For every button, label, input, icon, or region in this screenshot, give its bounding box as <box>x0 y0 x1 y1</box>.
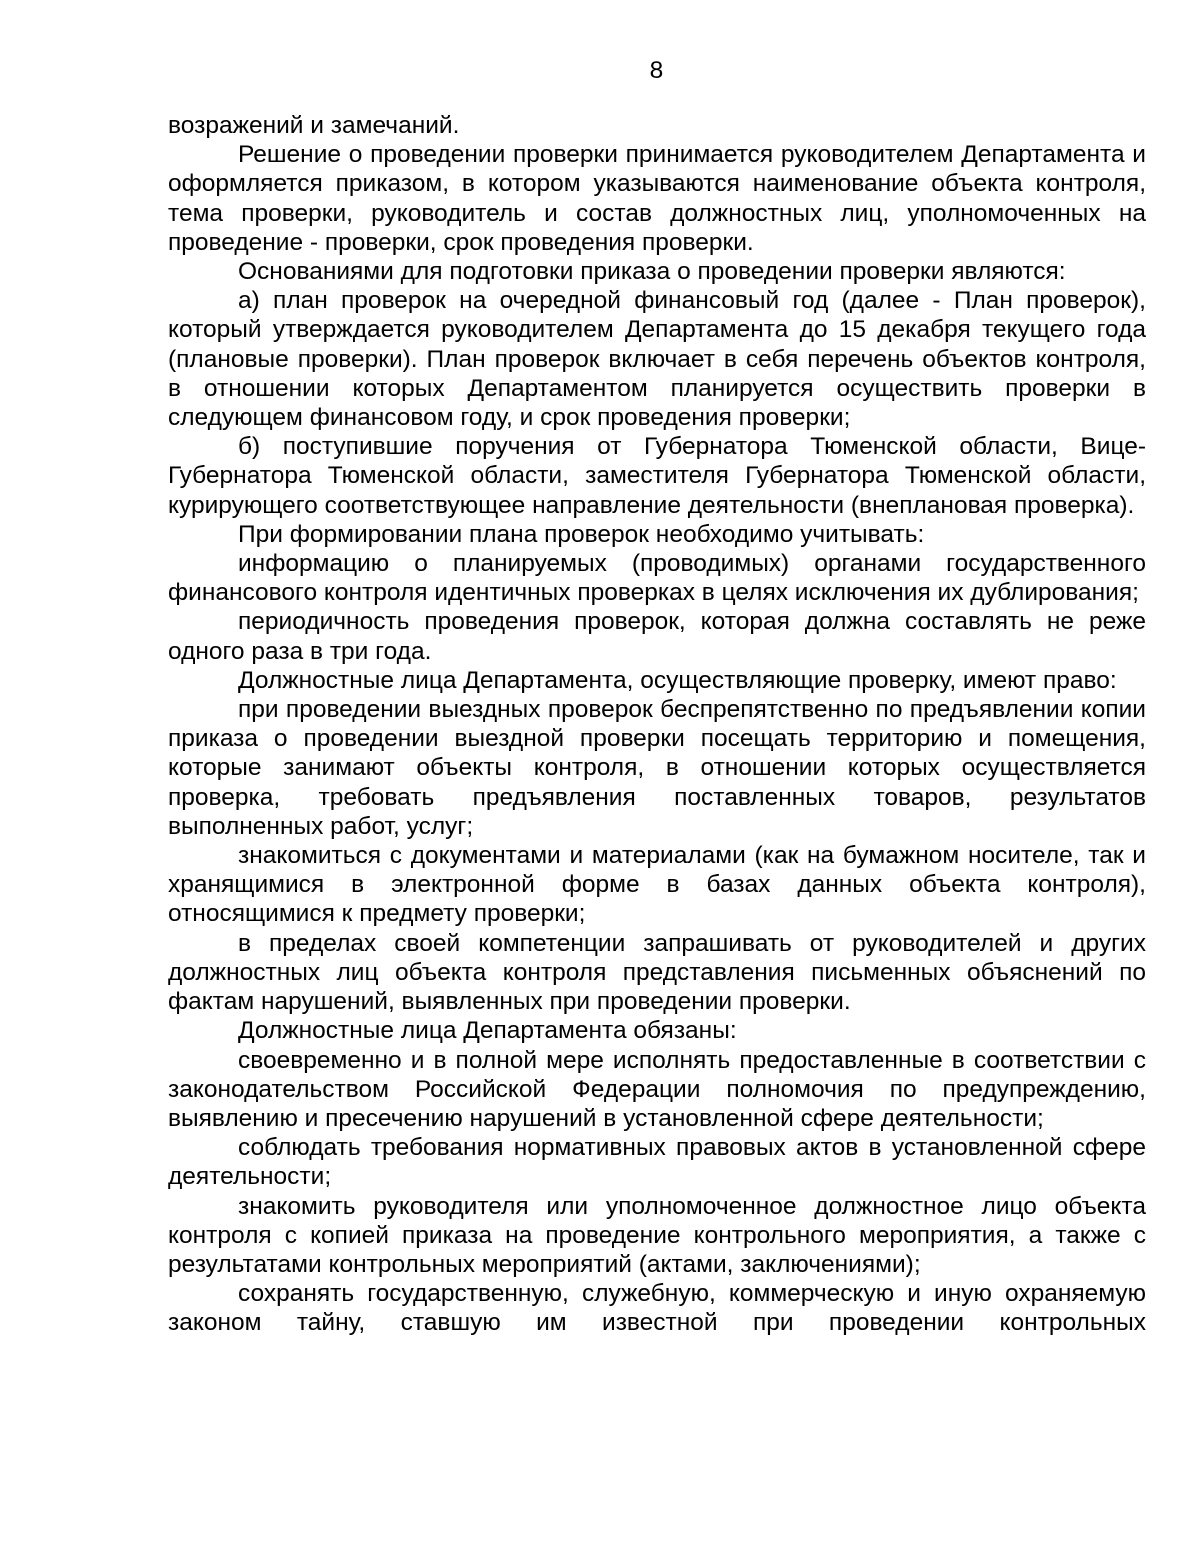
paragraph: при проведении выездных проверок беспрепятственно по предъявлении копии приказа о проведении выездной проверки посещать территорию и помещения, которые занимают объекты контроля, в отношении которых осуществляется проверка, требовать предъявления поставленных товаров, результатов выполненных работ, услуг; <box>168 696 1146 840</box>
paragraph: Должностные лица Департамента обязаны: <box>238 1017 737 1045</box>
paragraph: знакомить руководителя или уполномоченное должностное лицо объекта контроля с копией приказа на проведение контрольного мероприятия, а также с результатами контрольных мероприятий (актами, заключениями); <box>168 1192 1146 1278</box>
paragraph: в пределах своей компетенции запрашивать от руководителей и других должностных лиц объекта контроля представления письменных объяснений по фактам нарушений, выявленных при проведении проверки. <box>168 929 1146 1016</box>
paragraph: Решение о проведении проверки принимается руководителем Департамента и оформляется приказом, в котором указываются наименование объекта контроля, тема проверки, руководитель и состав должностных лиц, уполномоченных на проведение - проверки, срок проведения проверки. <box>168 141 1146 256</box>
paragraph: б) поступившие поручения от Губернатора Тюменской области, Вице-Губернатора Тюменской области, заместителя Губернатора Тюменской области, курирующего соответствующее направление деятельности (внеплановая проверка). <box>168 433 1146 519</box>
paragraph: знакомиться с документами и материалами (как на бумажном носителе, так и хранящимися в электронной форме в базах данных объекта контроля), относящимися к предмету проверки; <box>168 842 1146 928</box>
page-number: 8 <box>649 57 664 84</box>
paragraph: периодичность проведения проверок, которая должна составлять не реже одного раза в три года. <box>168 608 1146 665</box>
paragraph: При формировании плана проверок необходимо учитывать: <box>238 520 925 548</box>
document-body <box>168 111 1146 1338</box>
paragraph-continues-next-page: сохранять государственную, служебную, коммерческую и иную охраняемую законом тайну, ставшую им известной при проведении контрольных <box>168 1280 1146 1337</box>
paragraph: а) план проверок на очередной финансовый год (далее - План проверок), который утверждается руководителем Департамента до 15 декабря текущего года (плановые проверки). План проверок включает в себя перечень объектов контроля, в отношении которых Департаментом планируется осуществить проверки в следующем финансовом году, и срок проведения проверки; <box>168 287 1146 432</box>
paragraph: Должностные лица Департамента, осуществляющие проверку, имеют право: <box>238 666 1117 694</box>
paragraph: информацию о планируемых (проводимых) органами государственного финансового контроля идентичных проверках в целях исключения их дублирования; <box>168 550 1146 607</box>
paragraph: соблюдать требования нормативных правовых актов в установленной сфере деятельности; <box>168 1134 1146 1191</box>
paragraph: Основаниями для подготовки приказа о проведении проверки являются: <box>238 258 1066 286</box>
paragraph: своевременно и в полной мере исполнять предоставленные в соответствии с законодательством Российской Федерации полномочия по предупреждению, выявлению и пресечению нарушений в установленной сфере деятельности; <box>168 1046 1146 1132</box>
paragraph-continuation: возражений и замечаний. <box>168 112 460 139</box>
